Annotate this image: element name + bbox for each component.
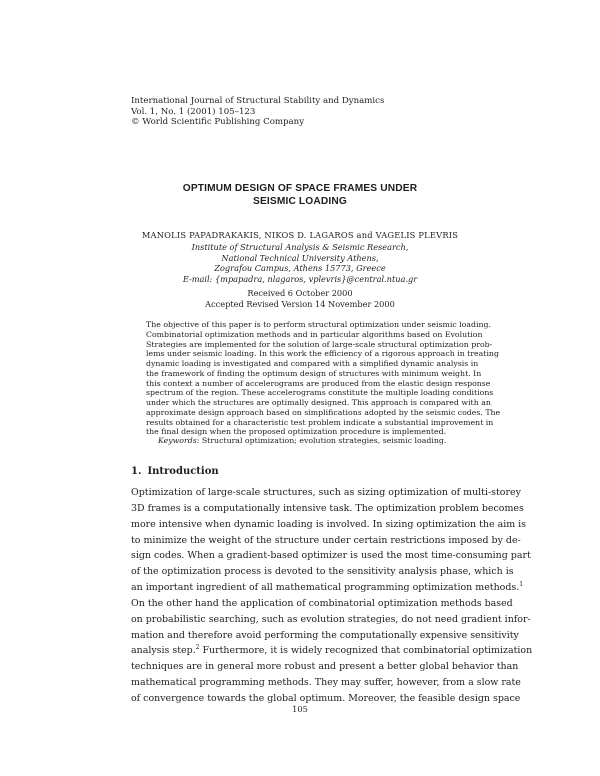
abstract-line: results obtained for a characteristic test problem indicate a substantial improvement in <box>146 417 494 427</box>
accepted-date: Accepted Revised Version 14 November 2000 <box>205 298 395 309</box>
journal-name: International Journal of Structural Stability and Dynamics <box>131 96 385 106</box>
abstract-line: Combinatorial optimization methods and in particular algorithms based on Evolution <box>146 329 483 339</box>
body-text-span: an important ingredient of all mathematical programming optimization methods. <box>131 582 520 594</box>
affiliation-line: Zografou Campus, Athens 15773, Greece <box>214 263 386 274</box>
paper-title <box>0 182 600 208</box>
abstract-line: Strategies are implemented for the solution of large-scale structural optimization prob- <box>146 339 493 349</box>
section-number: 1. <box>131 466 142 477</box>
affiliation-email: E-mail: {mpapadra, nlagaros, vplevris}@central.ntua.gr <box>182 273 418 284</box>
body-line: On the other hand the application of combinatorial optimization methods based <box>131 597 513 609</box>
dates <box>0 288 600 309</box>
abstract <box>146 320 501 437</box>
body-line: sign codes. When a gradient-based optimizer is used the most time-consuming part <box>131 550 531 562</box>
title-line-1: OPTIMUM DESIGN OF SPACE FRAMES UNDER <box>182 183 418 194</box>
body-line: on probabilistic searching, such as evolution strategies, do not need gradient infor- <box>131 613 531 625</box>
body-line: more intensive when dynamic loading is involved. In sizing optimization the aim is <box>131 518 527 530</box>
body-text <box>131 485 533 707</box>
journal-volume: Vol. 1, No. 1 (2001) 105–123 <box>131 106 256 117</box>
journal-copyright: © World Scientific Publishing Company <box>131 117 305 128</box>
body-line: mathematical programming methods. They may suffer, however, from a slow rate <box>131 677 521 689</box>
authors: MANOLIS PAPADRAKAKIS, NIKOS D. LAGAROS and VAGELIS PLEVRIS <box>141 230 459 240</box>
abstract-line: spectrum of the region. These accelerograms constitute the multiple loading conditions <box>146 388 494 398</box>
body-line: Optimization of large-scale structures, such as sizing optimization of multi-storey <box>131 487 521 498</box>
body-line: techniques are in general more robust and present a better global behavior than <box>131 661 519 673</box>
keywords-text: : Structural optimization; evolution strategies, seismic loading. <box>196 436 447 445</box>
affiliation-line: National Technical University Athens, <box>221 252 379 263</box>
abstract-line: approximate design approach based on simplifications adopted by the seismic codes. The <box>146 407 501 417</box>
body-line: mation and therefore avoid performing the computationally expensive sensitivity <box>131 629 519 641</box>
affiliation-line: Institute of Structural Analysis & Seismic Research, <box>191 242 409 252</box>
abstract-line: under which the structures are optimally designed. This approach is compared with an <box>146 398 491 407</box>
keywords <box>158 436 446 445</box>
abstract-line: the framework of finding the optimum design of structures with minimum weight. In <box>146 368 482 378</box>
body-line: of the optimization process is devoted to the sensitivity analysis phase, which is <box>131 566 514 578</box>
journal-header <box>131 96 384 128</box>
body-line: 3D frames is a computationally intensive task. The optimization problem becomes <box>131 502 524 514</box>
body-line <box>131 580 524 596</box>
section-title: Introduction <box>147 466 219 477</box>
section-heading <box>131 466 219 477</box>
reference-marker: 1 <box>519 581 524 589</box>
abstract-line: this context a number of accelerograms are produced from the elastic design response <box>146 378 491 388</box>
reference-marker: 2 <box>195 644 200 652</box>
received-date: Received 6 October 2000 <box>247 288 353 298</box>
abstract-line: lems under seismic loading. In this work the efficiency of a rigorous approach in treating <box>146 349 499 359</box>
body-line <box>131 643 533 659</box>
title-line-2: SEISMIC LOADING <box>253 196 347 207</box>
keywords-label: Keywords <box>158 436 197 445</box>
abstract-line: the final design when the proposed optimization procedure is implemented. <box>146 427 447 437</box>
abstract-line: The objective of this paper is to perform structural optimization under seismic loading. <box>146 320 491 329</box>
body-text-span: analysis step. <box>131 645 196 657</box>
abstract-line: dynamic loading is investigated and compared with a simplified dynamic analysis in <box>146 359 479 368</box>
body-text-span: Furthermore, it is widely recognized that combinatorial optimization <box>199 645 533 657</box>
body-line: of convergence towards the global optimum. Moreover, the feasible design space <box>131 692 521 704</box>
body-line: to minimize the weight of the structure under certain restrictions imposed by de- <box>131 534 521 546</box>
page-number: 105 <box>292 704 308 714</box>
affiliation <box>0 242 600 284</box>
